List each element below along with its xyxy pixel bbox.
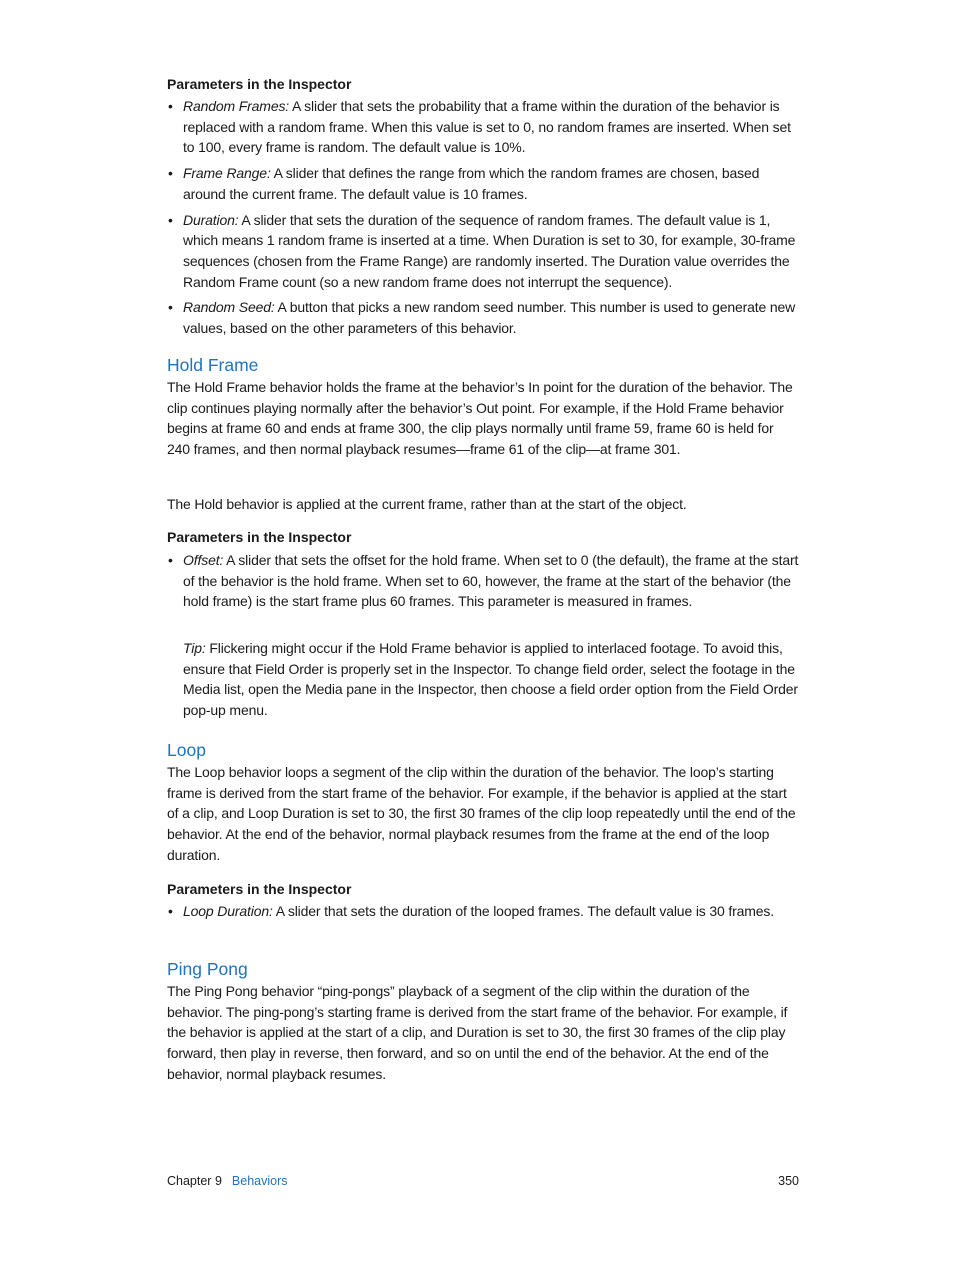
hold-frame-params-heading: Parameters in the Inspector bbox=[167, 529, 352, 545]
loop-params-list bbox=[167, 901, 799, 927]
list-item: • Offset: A slider that sets the offset for the hold frame. When set to 0 (the default), the frame at the start of the behavior is the hold frame. When set to 60, however, the frame at the start of the behavior (the hold frame) is the start frame plus 60 frames. This parameter is measured in frames. bbox=[168, 552, 799, 610]
list-item: • Random Frames: A slider that sets the probability that a frame within the duration of the behavior is replaced with a random frame. When this value is set to 0, no random frames are inserted. When set to 100, every frame is random. The default value is 10%. bbox=[168, 98, 791, 156]
loop-heading: Loop bbox=[167, 740, 206, 760]
loop-params-heading: Parameters in the Inspector bbox=[167, 881, 352, 897]
ping-pong-heading: Ping Pong bbox=[167, 959, 248, 979]
list-item: • Random Seed: A button that picks a new random seed number. This number is used to generate new values, based on the other parameters of this behavior. bbox=[168, 299, 796, 337]
tip-note bbox=[183, 638, 799, 721]
params-heading: Parameters in the Inspector bbox=[167, 76, 352, 92]
hold-frame-paragraph: The Hold Frame behavior holds the frame at the behavior’s In point for the duration of the behavior. The clip continues playing normally after the behavior’s Out point. For example, if the Hold Frame behavior begins at frame 60 and ends at frame 300, the clip plays normally until frame 59, frame 60 is held for 240 frames, and then normal playback resumes—frame 61 of the clip—at frame 301. bbox=[167, 379, 793, 458]
footer-chapter: Chapter 9 bbox=[167, 1174, 222, 1188]
loop-paragraph: The Loop behavior loops a segment of the clip within the duration of the behavior. The loop’s starting frame is derived from the start frame of the behavior. For example, if the behavior is applied at the start of a clip, and Loop Duration is set to 30, the first 30 frames of the clip loop repeatedly until the end of the behavior. At the end of the behavior, normal playback resumes from the frame at the end of the loop duration. bbox=[167, 764, 796, 863]
list-item: • Loop Duration: A slider that sets the duration of the looped frames. The default value is 30 frames. bbox=[168, 903, 775, 919]
random-frames-params-list bbox=[167, 96, 799, 344]
list-item: • Duration: A slider that sets the duration of the sequence of random frames. The default value is 1, which means 1 random frame is inserted at a time. When Duration is set to 30, for example, 30-frame sequences (chosen from the Frame Range) are randomly inserted. The Duration value overrides the Random Frame count (so a new random frame does not interrupt the sequence). bbox=[168, 211, 796, 290]
hold-frame-params-list bbox=[167, 550, 799, 617]
footer-section-link[interactable]: Behaviors bbox=[231, 1174, 288, 1188]
page-number: 350 bbox=[778, 1174, 799, 1188]
tip-label: Tip: bbox=[183, 640, 206, 656]
hold-frame-heading: Hold Frame bbox=[167, 355, 259, 375]
tip-text: Flickering might occur if the Hold Frame behavior is applied to interlaced footage. To avoid this, ensure that Field Order is properly set in the Inspector. To change field order, select the footage in the Media list, open the Media pane in the Inspector, then choose a field order option from the Field Order pop-up menu. bbox=[183, 640, 798, 719]
hold-frame-paragraph-2: The Hold behavior is applied at the current frame, rather than at the start of the object. bbox=[167, 496, 687, 512]
ping-pong-paragraph: The Ping Pong behavior “ping-pongs” playback of a segment of the clip within the duration of the behavior. The ping-pong’s starting frame is derived from the start frame of the behavior. For example, if the behavior is applied at the start of a clip, and Duration is set to 30, the first 30 frames of the clip play forward, then play in reverse, then forward, and so on until the end of the behavior. At the end of the behavior, normal playback resumes. bbox=[167, 983, 788, 1082]
page-footer bbox=[167, 1172, 799, 1190]
list-item: • Frame Range: A slider that defines the range from which the random frames are chosen, based around the current frame. The default value is 10 frames. bbox=[168, 165, 760, 202]
